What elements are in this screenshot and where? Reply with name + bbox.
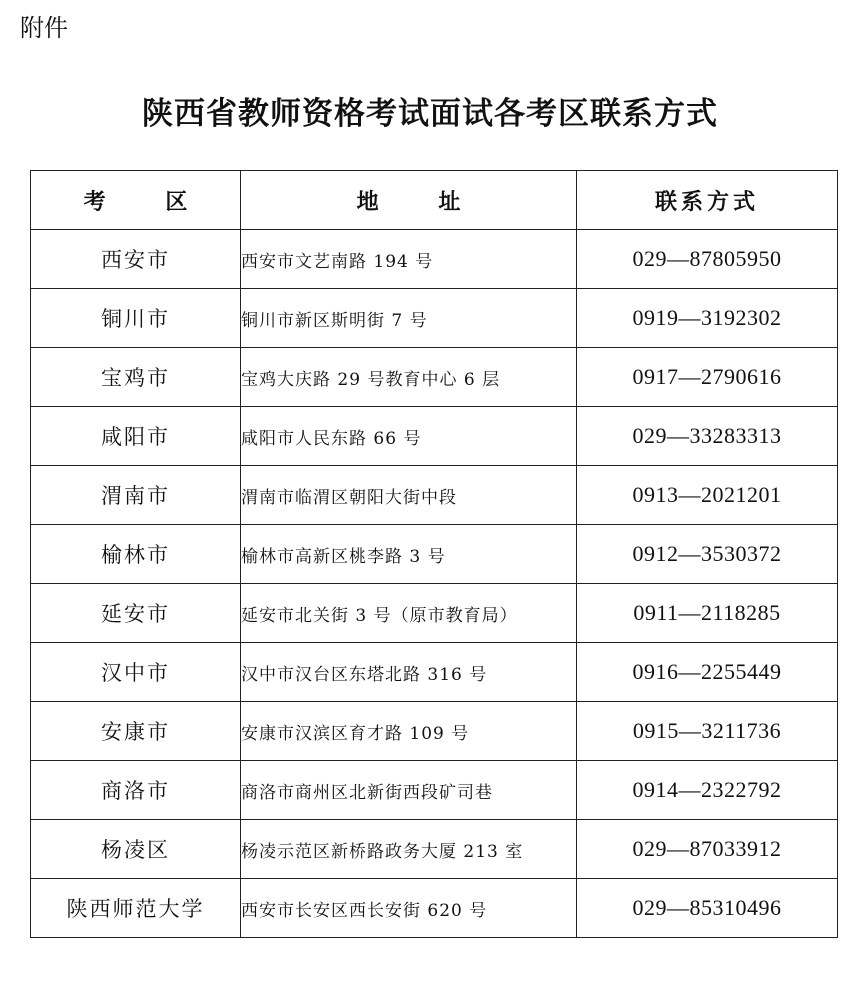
phone-cell: 0917—2790616 (577, 348, 838, 407)
area-cell: 安康市 (31, 702, 241, 761)
header-area: 考 区 (31, 171, 241, 230)
table-row (31, 643, 838, 702)
header-address: 地 址 (241, 171, 577, 230)
phone-cell: 029—33283313 (577, 407, 838, 466)
contact-table (30, 170, 838, 938)
phone-cell: 029—85310496 (577, 879, 838, 938)
address-cell: 铜川市新区斯明街 7 号 (241, 289, 577, 348)
address-cell: 渭南市临渭区朝阳大街中段 (241, 466, 577, 525)
area-cell: 渭南市 (31, 466, 241, 525)
phone-cell: 029—87033912 (577, 820, 838, 879)
area-cell: 杨凌区 (31, 820, 241, 879)
area-cell: 汉中市 (31, 643, 241, 702)
document-title: 陕西省教师资格考试面试各考区联系方式 (142, 96, 718, 132)
table-header-row (31, 171, 838, 230)
phone-cell: 0914—2322792 (577, 761, 838, 820)
area-cell: 商洛市 (31, 761, 241, 820)
table-row (31, 879, 838, 938)
phone-cell: 0916—2255449 (577, 643, 838, 702)
table-row (31, 289, 838, 348)
table-row (31, 525, 838, 584)
table-row (31, 702, 838, 761)
area-cell: 咸阳市 (31, 407, 241, 466)
address-cell: 安康市汉滨区育才路 109 号 (241, 702, 577, 761)
table-row (31, 761, 838, 820)
phone-cell: 029—87805950 (577, 230, 838, 289)
area-cell: 宝鸡市 (31, 348, 241, 407)
address-cell: 西安市长安区西长安街 620 号 (241, 879, 577, 938)
table-row (31, 820, 838, 879)
address-cell: 汉中市汉台区东塔北路 316 号 (241, 643, 577, 702)
area-cell: 延安市 (31, 584, 241, 643)
attachment-label: 附件 (20, 14, 68, 42)
phone-cell: 0912—3530372 (577, 525, 838, 584)
area-cell: 榆林市 (31, 525, 241, 584)
phone-cell: 0919—3192302 (577, 289, 838, 348)
address-cell: 咸阳市人民东路 66 号 (241, 407, 577, 466)
table-row (31, 230, 838, 289)
header-contact: 联系方式 (577, 171, 838, 230)
phone-cell: 0911—2118285 (577, 584, 838, 643)
address-cell: 延安市北关街 3 号（原市教育局） (241, 584, 577, 643)
address-cell: 西安市文艺南路 194 号 (241, 230, 577, 289)
area-cell: 铜川市 (31, 289, 241, 348)
address-cell: 宝鸡大庆路 29 号教育中心 6 层 (241, 348, 577, 407)
phone-cell: 0915—3211736 (577, 702, 838, 761)
address-cell: 杨凌示范区新桥路政务大厦 213 室 (241, 820, 577, 879)
address-cell: 榆林市高新区桃李路 3 号 (241, 525, 577, 584)
area-cell: 陕西师范大学 (31, 879, 241, 938)
table-row (31, 348, 838, 407)
table-row (31, 584, 838, 643)
phone-cell: 0913—2021201 (577, 466, 838, 525)
area-cell: 西安市 (31, 230, 241, 289)
table-row (31, 466, 838, 525)
table-row (31, 407, 838, 466)
address-cell: 商洛市商州区北新街西段矿司巷 (241, 761, 577, 820)
